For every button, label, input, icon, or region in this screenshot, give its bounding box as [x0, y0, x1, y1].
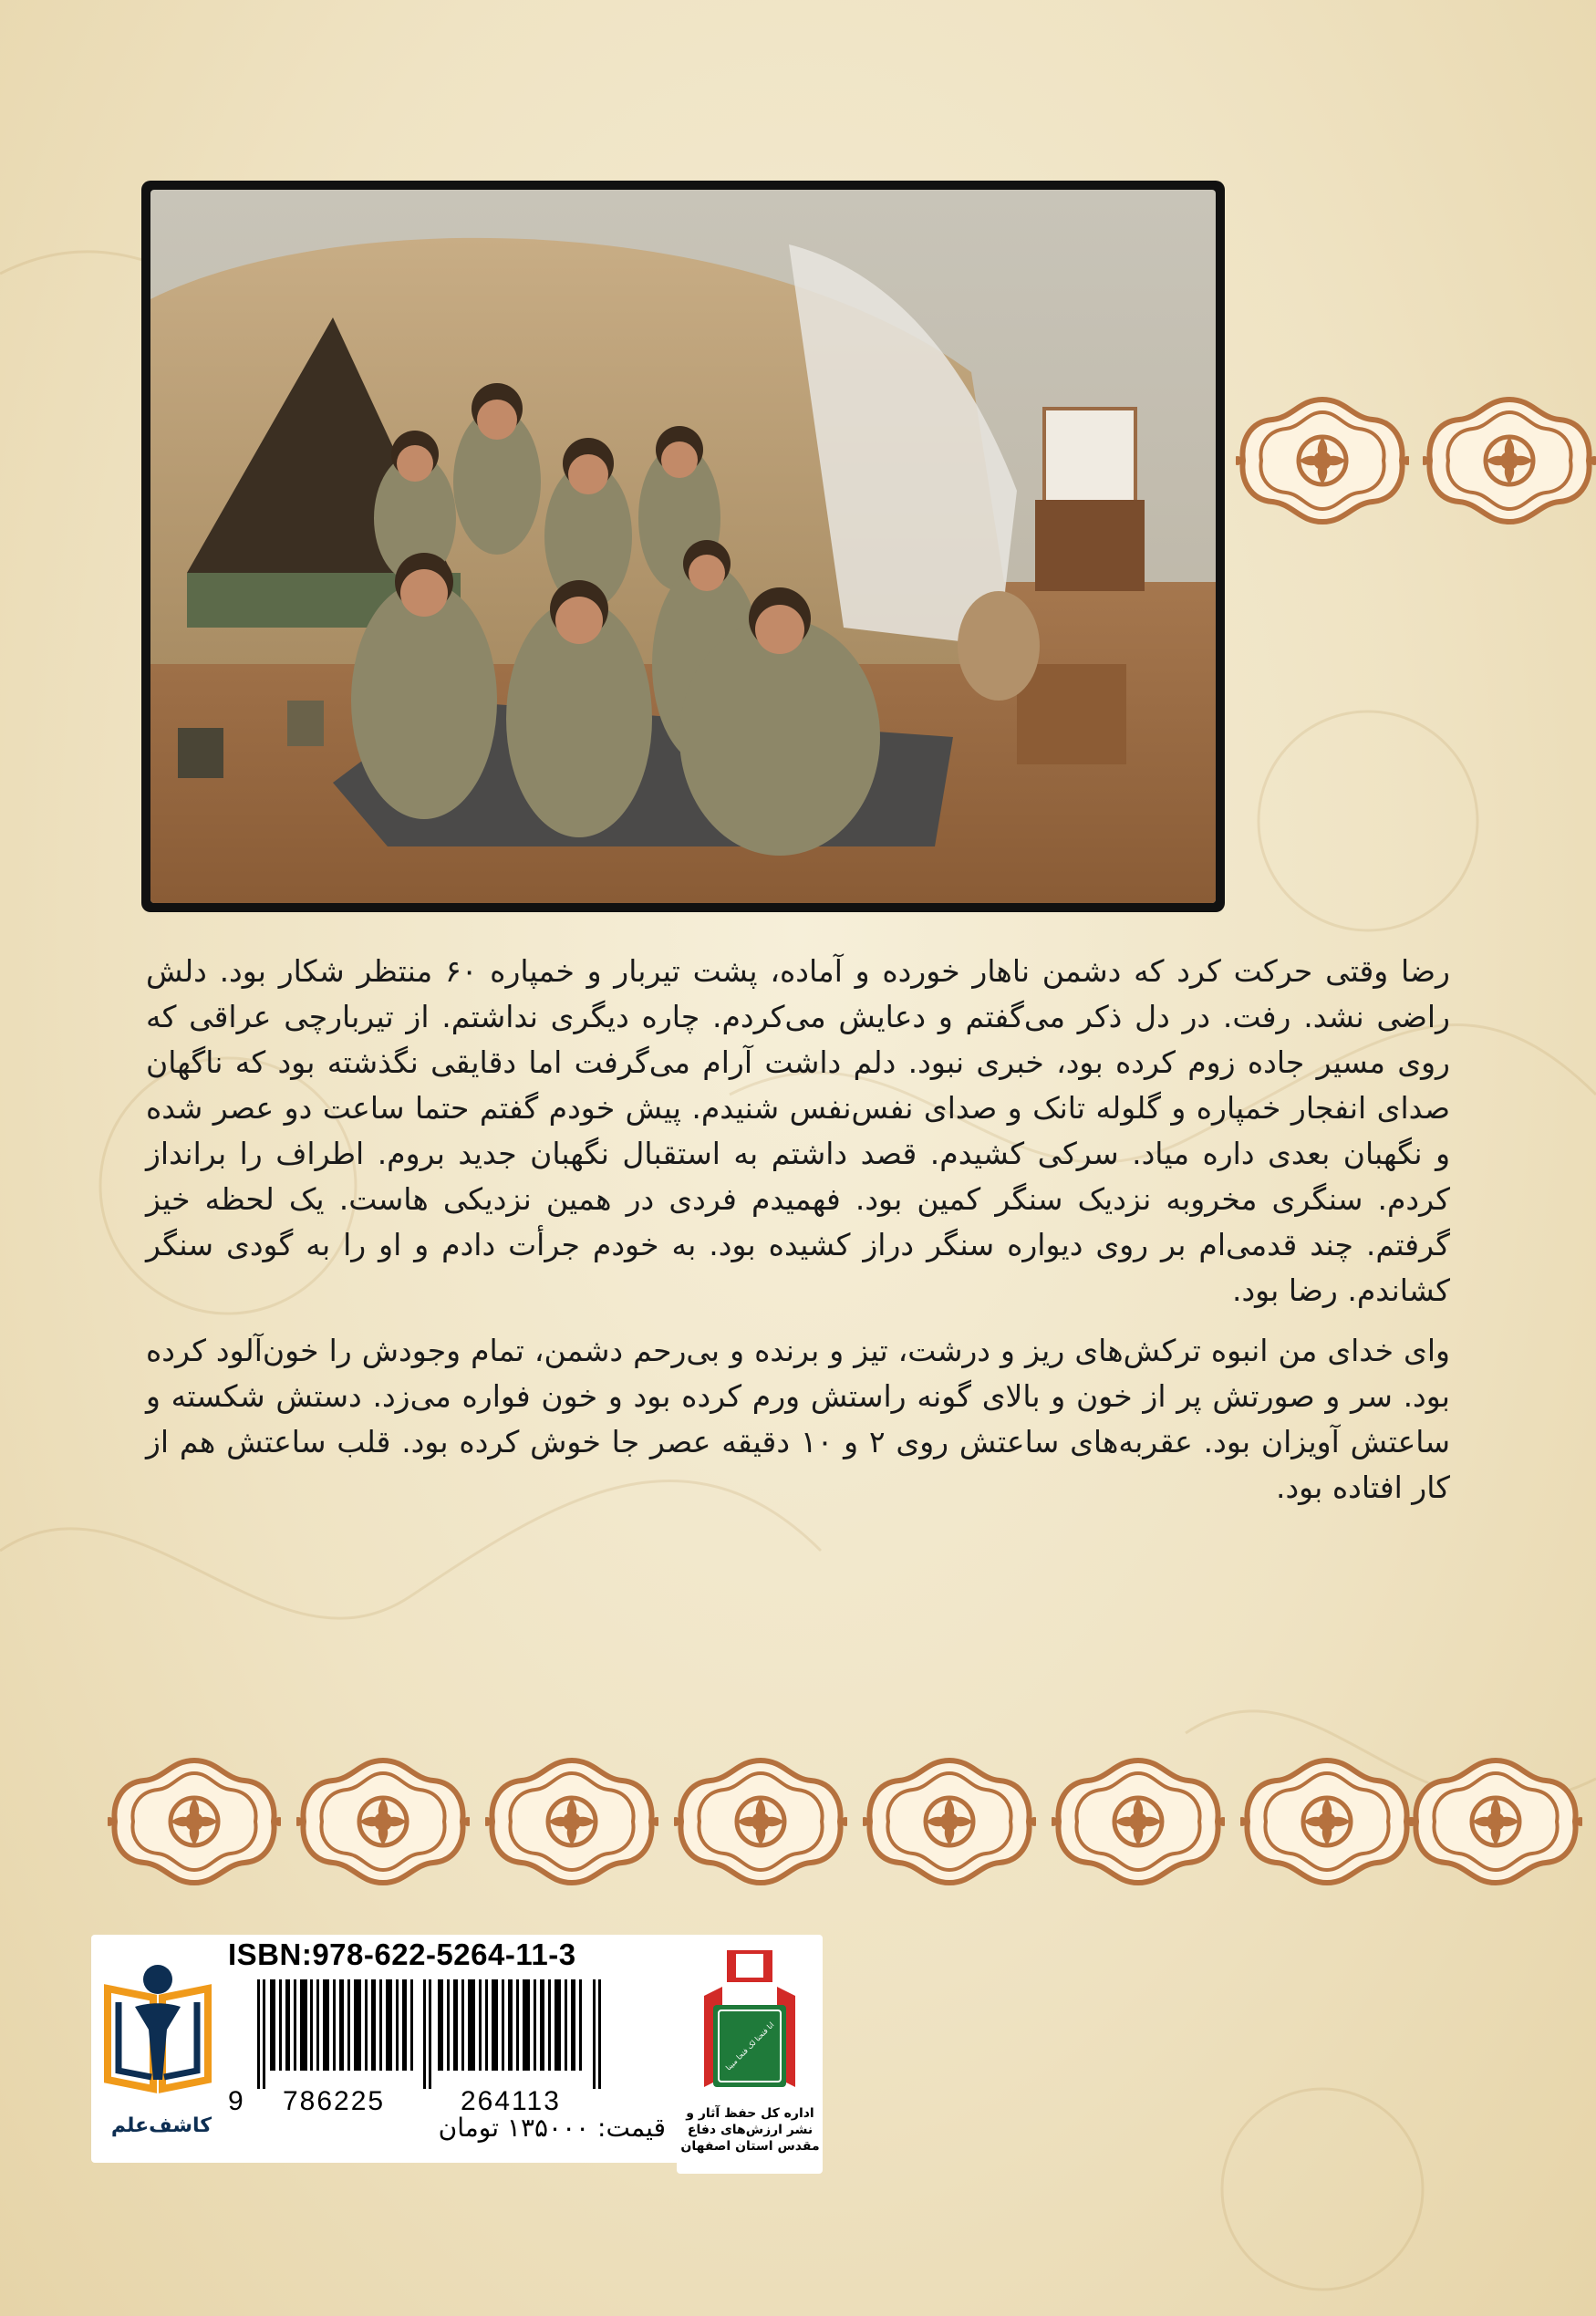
- ornament-medallion: [1236, 392, 1409, 529]
- ornament-medallion: [108, 1753, 281, 1890]
- organization-emblem: [686, 1941, 814, 2101]
- publisher-logo: [98, 1952, 217, 2112]
- ornament-medallion: [1409, 1753, 1582, 1890]
- barcode-lead-digit: 9: [228, 2086, 244, 2116]
- ornament-medallion: [485, 1753, 658, 1890]
- ornament-medallion: [1052, 1753, 1225, 1890]
- story-text: [146, 949, 1450, 1525]
- cover-photograph: [141, 181, 1225, 912]
- ornament-medallion: [863, 1753, 1036, 1890]
- organization-name: اداره کل حفظ آثار و نشر ارزش‌های دفاع مقدس استان اصفهان: [680, 2106, 820, 2154]
- ornament-medallion: [1423, 392, 1596, 529]
- story-paragraph: وای خدای من انبوه ترکش‌های ریز و درشت، تیز و برنده و بی‌رحم دشمن، تمام وجودش را خون‌آلود کرده بود. سر و صورتش پر از خون و بالای گونه راستش ورم کرده بود و خون فواره می‌زد. دستش شکسته و ساعتش آویزان بود. عقربه‌های ساعتش روی ۲ و ۱۰ دقیقه عصر جا خوش کرده بود. قلب ساعتش هم از کار افتاده بود.: [146, 1333, 1451, 1505]
- photo-soldiers-by-tent: [150, 190, 1216, 903]
- ornament-medallion: [296, 1753, 470, 1890]
- ornament-medallion: [674, 1753, 847, 1890]
- emblem-script: انا فتحنا لک فتحا مبینا: [724, 2020, 776, 2072]
- price-label: قیمت: ۱۳۵۰۰۰ تومان: [438, 2113, 666, 2143]
- isbn-barcode: [257, 1979, 604, 2089]
- ornament-medallion: [1240, 1753, 1414, 1890]
- barcode-digits-group1: 786225: [283, 2086, 386, 2116]
- story-paragraph: رضا وقتی حرکت کرد که دشمن ناهار خورده و آماده، پشت تیربار و خمپاره ۶۰ منتظر شکار بود. دلش راضی نشد. رفت. در دل ذکر می‌گفتم و دعایش می‌کردم. چاره دیگری نداشتم. از تیربارچی عراقی که روی مسیر جاده زوم کرده بود، خبری نبود. دلم داشت آرام می‌گرفت اما دقایقی نگذشته بود که ناگهان صدای انفجار خمپاره و گلوله تانک و صدای نفس‌نفس شنیدم. پیش خودم گفتم حتما ساعت دو عصر شده و نگهبان بعدی داره میاد. سرکی کشیدم. قصد داشتم به استقبال نگهبان جدید بروم. اطراف را برانداز کردم. سنگری مخروبه نزدیک سنگر کمین بود. فهمیدم فردی در همین نزدیکی هاست. یک لحظه خیز گرفتم. چند قدمی‌ام بر روی دیواره سنگر دراز کشیده بود. به خودم جرأت دادم و او را به گودی سنگر کشاندم. رضا بود.: [146, 953, 1450, 1308]
- barcode-digits-group2: 264113: [461, 2086, 561, 2116]
- isbn-label: ISBN:978-622-5264-11-3: [228, 1937, 576, 1971]
- publisher-name: کاشف‌علم: [110, 2114, 212, 2137]
